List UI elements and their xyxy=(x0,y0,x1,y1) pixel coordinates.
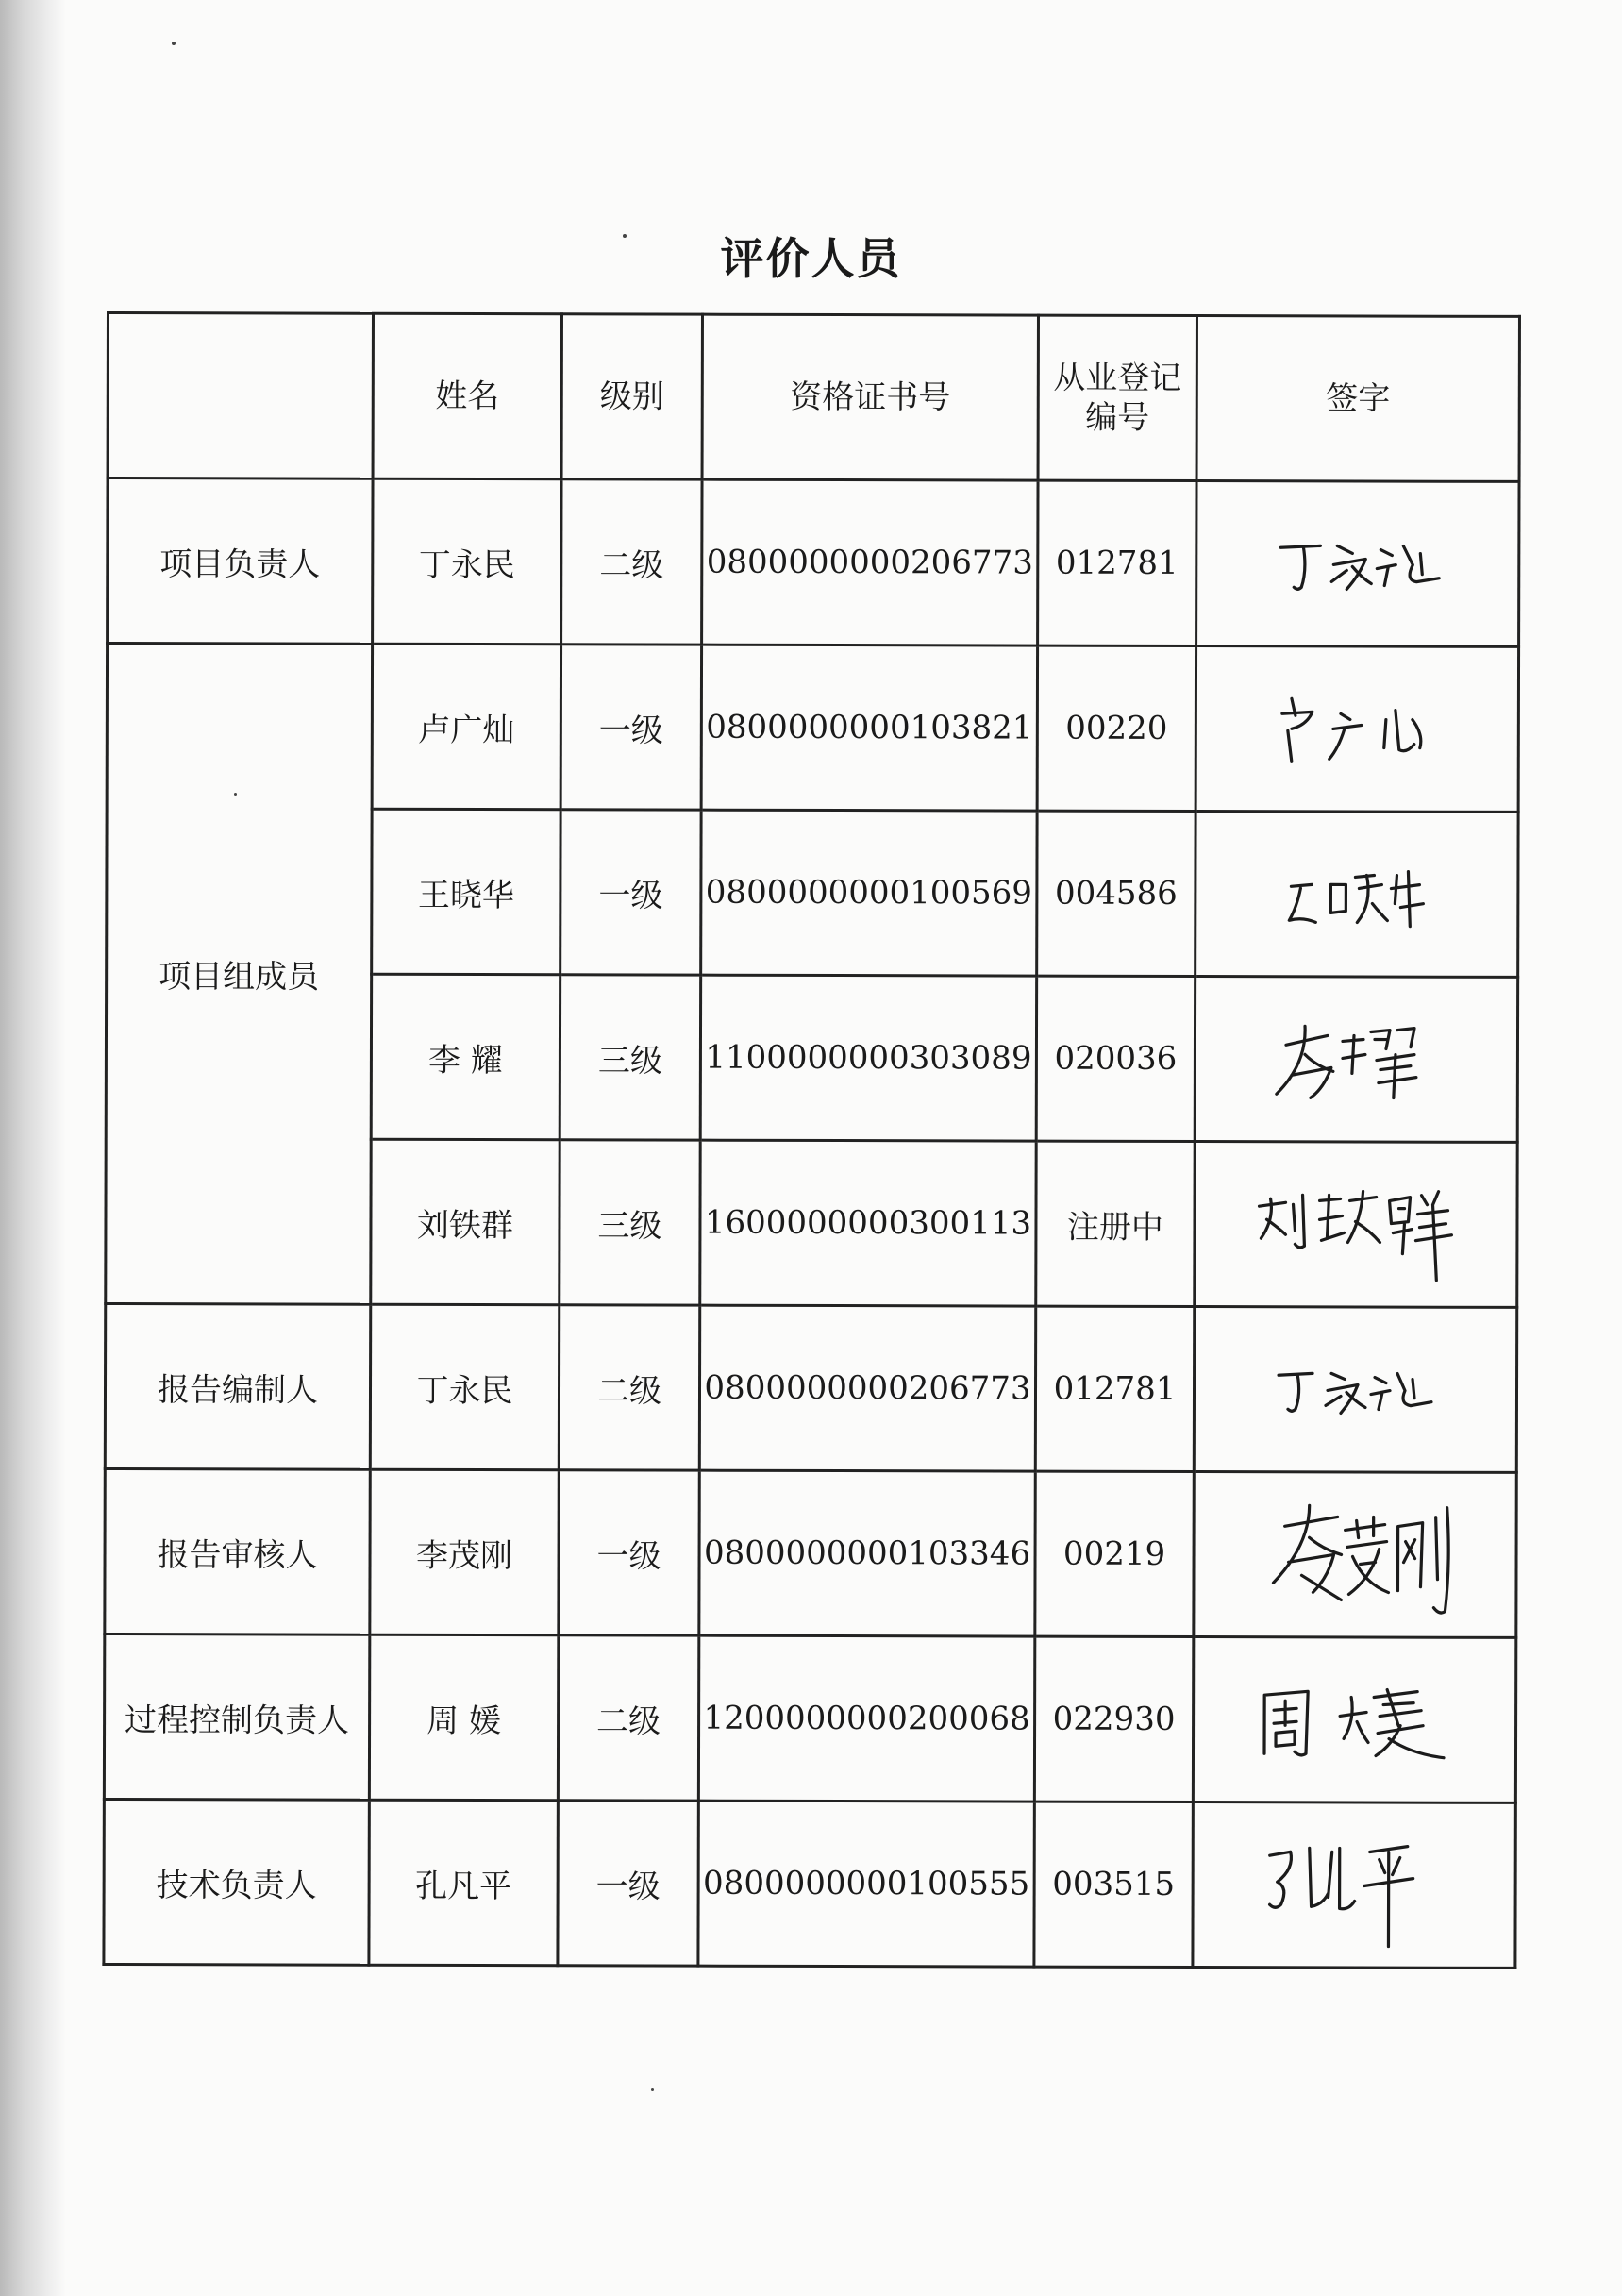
cert-no-cell: 0800000000206773 xyxy=(702,479,1038,645)
name-cell: 丁永民 xyxy=(370,1304,559,1470)
signature-cell xyxy=(1196,481,1519,647)
level-cell: 一级 xyxy=(558,1801,698,1966)
cert-no-cell: 1100000000303089 xyxy=(700,975,1036,1141)
signature-cell xyxy=(1194,1472,1516,1638)
name-cell: 卢广灿 xyxy=(372,644,560,810)
page-title: 评价人员 xyxy=(720,233,902,284)
level-cell: 一级 xyxy=(560,810,701,975)
table-header-row xyxy=(108,313,1519,482)
role-cell: 过程控制负责人 xyxy=(104,1634,369,1800)
register-no-cell: 00219 xyxy=(1035,1471,1194,1636)
level-cell: 二级 xyxy=(558,1635,698,1801)
header-signature: 签字 xyxy=(1196,316,1519,482)
register-no-cell: 003515 xyxy=(1034,1802,1193,1967)
handwritten-signature xyxy=(1241,1814,1467,1956)
signature-cell xyxy=(1193,1637,1515,1803)
signature-cell xyxy=(1196,646,1518,813)
role-cell: 项目组成员 xyxy=(106,644,373,1305)
register-no-cell: 020036 xyxy=(1036,976,1195,1141)
handwritten-signature xyxy=(1251,1347,1459,1433)
signature-cell xyxy=(1193,1802,1515,1969)
name-cell: 王晓华 xyxy=(372,809,560,975)
cert-no-cell: 0800000000100555 xyxy=(698,1801,1034,1967)
role-cell: 技术负责人 xyxy=(104,1799,369,1965)
handwritten-signature xyxy=(1247,1007,1464,1112)
header-register-no-line1: 从业登记 xyxy=(1053,359,1182,397)
handwritten-signature xyxy=(1253,846,1461,942)
handwritten-signature xyxy=(1241,1663,1467,1777)
header-register-no-line2: 编号 xyxy=(1085,398,1150,437)
name-cell: 刘铁群 xyxy=(371,1139,560,1305)
name-cell: 孔凡平 xyxy=(369,1800,558,1966)
signature-cell xyxy=(1195,1142,1517,1308)
personnel-table xyxy=(102,311,1521,1969)
cert-no-cell: 1200000000200068 xyxy=(698,1635,1034,1802)
table-row xyxy=(107,644,1518,813)
cert-no-cell: 0800000000100569 xyxy=(701,810,1037,976)
register-no-cell: 00220 xyxy=(1037,645,1196,811)
register-no-cell: 注册中 xyxy=(1036,1141,1195,1306)
role-cell: 报告审核人 xyxy=(105,1468,370,1634)
cert-no-cell: 0800000000103821 xyxy=(701,645,1037,811)
header-name: 姓名 xyxy=(373,313,561,479)
register-no-cell: 004586 xyxy=(1037,811,1196,976)
register-no-cell: 012781 xyxy=(1035,1306,1194,1471)
handwritten-signature xyxy=(1238,1163,1474,1286)
level-cell: 二级 xyxy=(561,479,702,645)
cert-no-cell: 1600000000300113 xyxy=(700,1140,1036,1306)
name-cell: 李茂刚 xyxy=(370,1469,559,1635)
signature-cell xyxy=(1196,812,1518,978)
role-cell: 报告编制人 xyxy=(105,1304,370,1470)
register-no-cell: 022930 xyxy=(1034,1636,1193,1802)
name-cell: 李 耀 xyxy=(371,974,560,1140)
level-cell: 三级 xyxy=(560,1140,700,1305)
handwritten-signature xyxy=(1246,1488,1463,1621)
cert-no-cell: 0800000000206773 xyxy=(699,1305,1035,1471)
table-row xyxy=(104,1799,1515,1968)
handwritten-signature xyxy=(1254,521,1462,607)
name-cell: 丁永民 xyxy=(373,478,561,645)
scan-shadow-edge xyxy=(0,0,66,2296)
header-cert-no: 资格证书号 xyxy=(702,314,1038,480)
table-row xyxy=(105,1304,1516,1473)
scan-speck xyxy=(651,2088,654,2091)
table-row xyxy=(104,1634,1515,1802)
signature-cell xyxy=(1195,977,1517,1143)
role-cell: 项目负责人 xyxy=(108,478,373,645)
header-role xyxy=(108,313,373,479)
header-register-no xyxy=(1038,315,1196,480)
table-row xyxy=(108,478,1519,647)
level-cell: 二级 xyxy=(559,1305,699,1470)
scan-speck xyxy=(172,42,176,45)
name-cell: 周 媛 xyxy=(369,1634,558,1801)
level-cell: 一级 xyxy=(560,645,701,810)
cert-no-cell: 0800000000103346 xyxy=(699,1470,1035,1636)
header-level: 级别 xyxy=(561,314,702,479)
level-cell: 三级 xyxy=(560,975,700,1140)
signature-cell xyxy=(1194,1307,1516,1473)
table-row xyxy=(105,1468,1516,1637)
level-cell: 一级 xyxy=(559,1470,699,1635)
register-no-cell: 012781 xyxy=(1038,480,1196,645)
handwritten-signature xyxy=(1253,681,1461,777)
